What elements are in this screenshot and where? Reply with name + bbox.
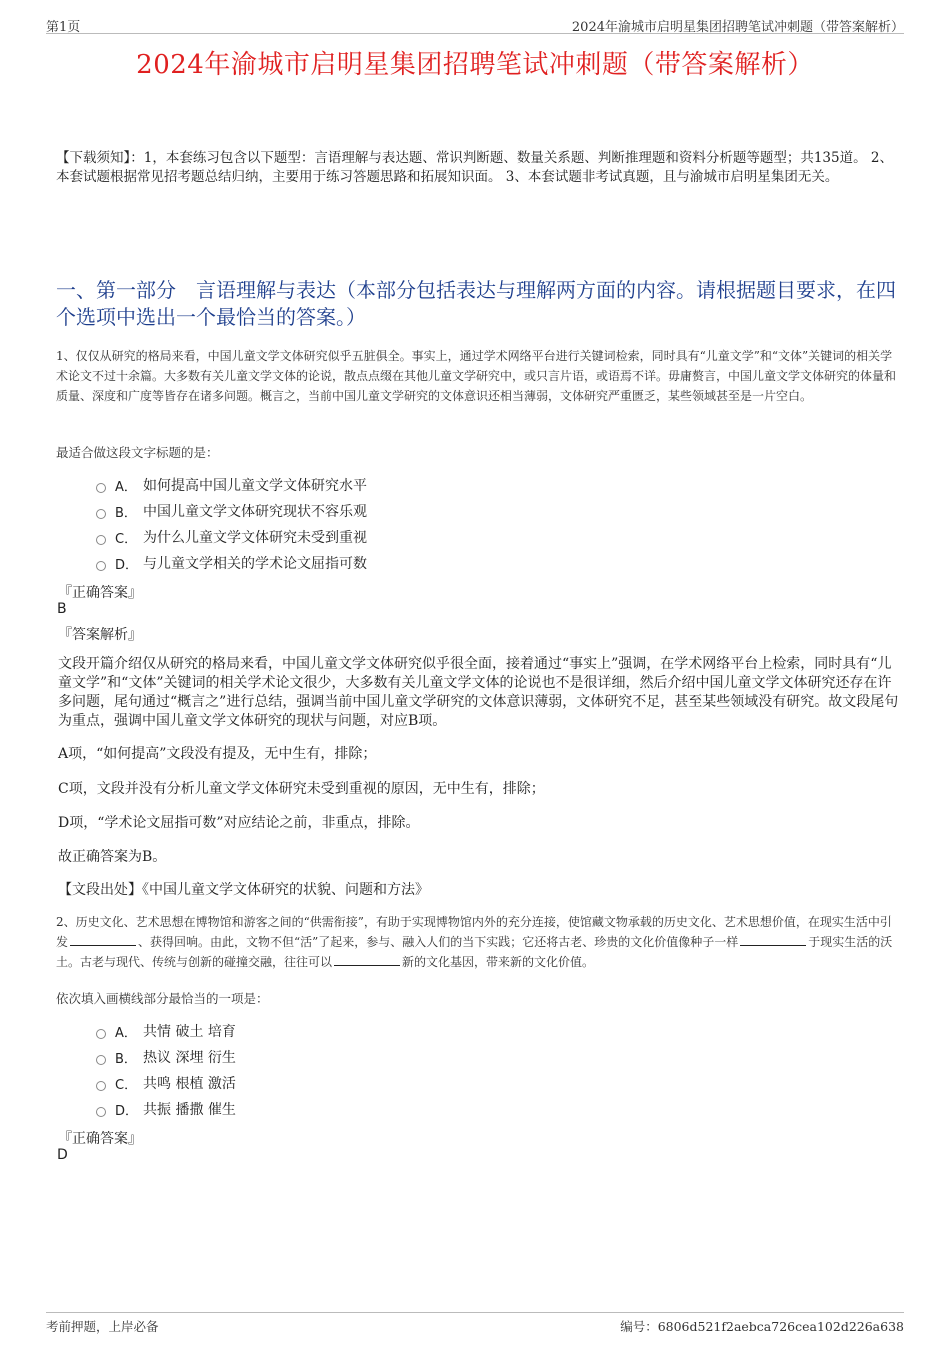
conclusion: 故正确答案为B。 (58, 849, 167, 865)
radio-icon[interactable] (96, 1055, 106, 1065)
option-b[interactable]: B． 中国儿童文学文体研究现状不容乐观 (96, 498, 367, 524)
page-header (46, 14, 904, 34)
download-notice: 【下载须知】：1，本套练习包含以下题型：言语理解与表达题、常识判断题、数量关系题、判断推理题和资料分析题等题型；共135道。 2、本套试题根据常见招考题总结归纳，主要用于练习答题思路和拓展知识面。 3、本套试题非考试真题，且与渝城市启明星集团无关。 (56, 150, 893, 185)
analysis-text: 文段开篇介绍仅从研究的格局来看，中国儿童文学文体研究似乎很全面，接着通过“事实上”强调，在学术网络平台上检索，同时具有“儿童文学”和“文体”关键词的相关学术论文很少，大多数有关儿童文学文体的论说也不是很详细，然后介绍中国儿童文学文体研究还存在许多问题，尾句通过“概言之”进行总结，强调当前中国儿童文学研究的文体意识薄弱，文体研究不足，甚至某些领域没有研究。故文段尾句为重点，强调中国儿童文学文体研究的现状与问题，对应B项。 (58, 656, 899, 729)
option-d[interactable]: D． 与儿童文学相关的学术论文屈指可数 (96, 550, 367, 576)
option-text: 共情 破土 培育 (143, 1024, 236, 1040)
option-text: 如何提高中国儿童文学文体研究水平 (143, 478, 367, 494)
radio-icon[interactable] (96, 1029, 106, 1039)
option-c-note: C项，文段并没有分析儿童文学文体研究未受到重视的原因，无中生有，排除； (58, 781, 545, 797)
option-a[interactable]: A． 如何提高中国儿童文学文体研究水平 (96, 472, 367, 498)
option-text: 与儿童文学相关的学术论文屈指可数 (143, 556, 367, 572)
radio-icon[interactable] (96, 1081, 106, 1091)
option-d-note: D项，“学术论文屈指可数”对应结论之前，非重点，排除。 (58, 815, 420, 831)
blank-3 (334, 954, 400, 966)
question-2-text: 2、历史文化、艺术思想在博物馆和游客之间的“供需衔接”，有助于实现博物馆内外的充分连接，使馆藏文物承载的历史文化、艺术思想价值，在现实生活中引发 、获得回响。由此，文物不但“活”了起来，参与、融入人们的当下实践；它还将古老、珍贵的文化价值像种子一样 于现实生活的沃土。古老与现代、传统与创新的碰撞交融，往往可以 新的文化基因，带来新的文化价值。 (56, 915, 893, 969)
option-c[interactable]: C． 共鸣 根植 激活 (96, 1070, 236, 1096)
correct-answer-label: 『正确答案』 (58, 1131, 142, 1147)
blank-1 (70, 934, 136, 946)
source-note: 【文段出处】《中国儿童文学文体研究的状貌、问题和方法》 (58, 882, 429, 898)
radio-icon[interactable] (96, 509, 106, 519)
question-2-prompt: 依次填入画横线部分最恰当的一项是： (56, 991, 269, 1006)
option-d[interactable]: D． 共振 播撒 催生 (96, 1096, 236, 1122)
correct-answer: D (57, 1147, 68, 1163)
radio-icon[interactable] (96, 561, 106, 571)
blank-2 (740, 934, 806, 946)
option-text: 中国儿童文学文体研究现状不容乐观 (143, 504, 367, 520)
header-doc-title: 2024年渝城市启明星集团招聘笔试冲刺题（带答案解析） (571, 20, 904, 35)
option-a[interactable]: A． 共情 破土 培育 (96, 1018, 236, 1044)
question-2-options (96, 1018, 236, 1122)
option-text: 热议 深埋 衍生 (143, 1050, 236, 1066)
document-title: 2024年渝城市启明星集团招聘笔试冲刺题（带答案解析） (136, 50, 814, 80)
footer-slogan: 考前押题，上岸必备 (46, 1319, 159, 1334)
analysis-label: 『答案解析』 (58, 627, 142, 643)
option-b[interactable]: B． 热议 深埋 衍生 (96, 1044, 236, 1070)
option-a-note: A项，“如何提高”文段没有提及，无中生有，排除； (58, 746, 377, 762)
question-1-text: 1、仅仅从研究的格局来看，中国儿童文学文体研究似乎五脏俱全。事实上，通过学术网络平台进行关键词检索，同时具有“儿童文学”和“文体”关键词的相关学术论文不过十余篇。大多数有关儿童文学文体的论说，散点点缀在其他儿童文学研究中，或只言片语，或语焉不详。毋庸赘言，中国儿童文学文体研究的体量和质量、深度和广度等皆存在诸多问题。概言之，当前中国儿童文学研究的文体意识还相当薄弱，文体研究严重匮乏，某些领域甚至是一片空白。 (56, 349, 897, 403)
radio-icon[interactable] (96, 535, 106, 545)
question-1-options (96, 472, 367, 576)
option-text: 为什么儿童文学文体研究未受到重视 (143, 530, 367, 546)
page-footer (46, 1312, 904, 1336)
radio-icon[interactable] (96, 1107, 106, 1117)
section-title: 一、第一部分 言语理解与表达（本部分包括表达与理解两方面的内容。请根据题目要求，在四个选项中选出一个最恰当的答案。） (56, 278, 896, 329)
question-1-prompt: 最适合做这段文字标题的是： (56, 445, 219, 460)
radio-icon[interactable] (96, 483, 106, 493)
footer-code: 编号：6806d521f2aebca726cea102d226a638 (620, 1319, 904, 1334)
option-text: 共振 播撒 催生 (143, 1102, 236, 1118)
page-number: 第1页 (46, 20, 81, 35)
correct-answer: B (57, 601, 67, 617)
option-text: 共鸣 根植 激活 (143, 1076, 236, 1092)
correct-answer-label: 『正确答案』 (58, 585, 142, 601)
option-c[interactable]: C． 为什么儿童文学文体研究未受到重视 (96, 524, 367, 550)
